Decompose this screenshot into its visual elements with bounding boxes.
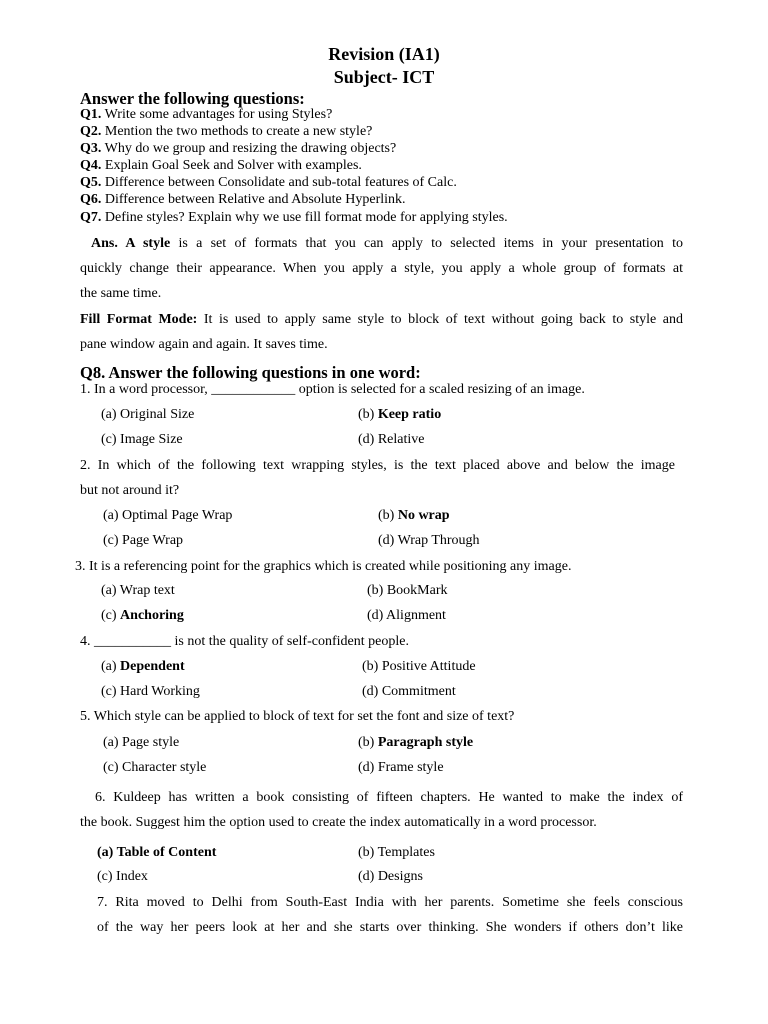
mcq-question-7-line-2: of the way her peers look at her and she starts over thinking. She wonders if others don’t like (97, 920, 683, 935)
mcq-option: (a) Wrap text (101, 583, 175, 598)
mcq-option-correct: (a) Dependent (101, 659, 185, 674)
mcq-option: (c) Character style (103, 760, 207, 775)
mcq-option: (a) Optimal Page Wrap (103, 508, 233, 523)
mcq-option: (b) BookMark (367, 583, 448, 598)
question-q3: Q3. Why do we group and resizing the drawing objects? (80, 141, 397, 156)
mcq-question-1: 1. In a word processor, ____________ option is selected for a scaled resizing of an image. (80, 382, 585, 397)
question-q7: Q7. Define styles? Explain why we use fill format mode for applying styles. (80, 210, 508, 225)
mcq-question-4: 4. ___________ is not the quality of self-confident people. (80, 634, 409, 649)
mcq-option-correct: (a) Table of Content (97, 845, 217, 860)
fill-format-line-2: pane window again and again. It saves time. (80, 337, 328, 352)
mcq-option: (c) Page Wrap (103, 533, 184, 548)
question-q1: Q1. Write some advantages for using Styles? (80, 107, 333, 122)
mcq-question-3: 3. It is a referencing point for the graphics which is created while positioning any image. (75, 559, 572, 574)
mcq-option: (b) Templates (358, 845, 435, 860)
mcq-option-correct: (c) Anchoring (101, 608, 184, 623)
mcq-option: (c) Image Size (101, 432, 183, 447)
mcq-question-6-line-1: 6. Kuldeep has written a book consisting of fifteen chapters. He wanted to make the index of (95, 790, 683, 805)
mcq-option-correct: (b) No wrap (378, 508, 450, 523)
mcq-option: (d) Wrap Through (378, 533, 480, 548)
section-heading: Answer the following questions: (80, 89, 305, 108)
mcq-option: (b) Positive Attitude (362, 659, 476, 674)
question-q4: Q4. Explain Goal Seek and Solver with examples. (80, 158, 362, 173)
mcq-question-7-line-1: 7. Rita moved to Delhi from South-East India with her parents. Sometime she feels conscious (97, 895, 683, 910)
mcq-option: (c) Index (97, 869, 148, 884)
mcq-option: (d) Relative (358, 432, 425, 447)
mcq-option: (c) Hard Working (101, 684, 200, 699)
mcq-option: (d) Designs (358, 869, 423, 884)
mcq-option: (d) Alignment (367, 608, 446, 623)
fill-format-line-1: Fill Format Mode: It is used to apply same style to block of text without going back to style and (80, 312, 684, 327)
document-subject: Subject- ICT (333, 67, 435, 87)
mcq-option: (d) Frame style (358, 760, 444, 775)
answer-line-1: Ans. A style is a set of formats that you can apply to selected items in your presentation to (91, 236, 683, 251)
mcq-option: (a) Page style (103, 735, 180, 750)
mcq-option-correct: (b) Keep ratio (358, 407, 442, 422)
answer-line-2: quickly change their appearance. When you apply a style, you apply a whole group of formats at (80, 261, 683, 276)
question-q5: Q5. Difference between Consolidate and sub-total features of Calc. (80, 175, 457, 190)
mcq-question-2-line-1: 2. In which of the following text wrapping styles, is the text placed above and below the image (80, 458, 675, 473)
document-title: Revision (IA1) (328, 44, 440, 64)
mcq-question-5: 5. Which style can be applied to block of text for set the font and size of text? (80, 709, 515, 724)
mcq-option-correct: (b) Paragraph style (358, 735, 474, 750)
mcq-option: (a) Original Size (101, 407, 195, 422)
mcq-option: (d) Commitment (362, 684, 456, 699)
answer-line-3: the same time. (80, 286, 162, 301)
question-q6: Q6. Difference between Relative and Absolute Hyperlink. (80, 192, 406, 207)
section-heading-q8: Q8. Answer the following questions in one word: (80, 363, 421, 382)
mcq-question-2-line-2: but not around it? (80, 483, 180, 498)
question-q2: Q2. Mention the two methods to create a new style? (80, 124, 373, 139)
mcq-question-6-line-2: the book. Suggest him the option used to create the index automatically in a word processor. (80, 815, 597, 830)
